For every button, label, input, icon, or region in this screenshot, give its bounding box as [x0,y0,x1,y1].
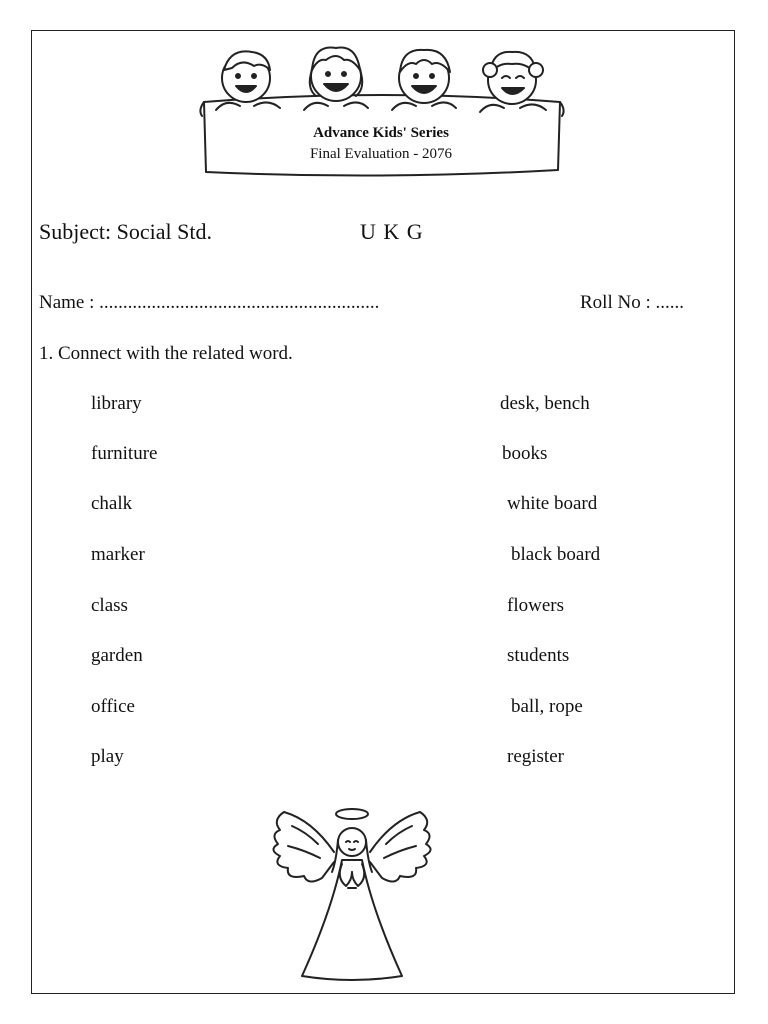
right-word: register [507,746,564,767]
exam-title: Final Evaluation - 2076 [309,146,453,162]
right-word: students [507,645,570,666]
left-word: chalk [91,493,133,514]
right-word: white board [507,493,598,514]
name-field: Name : ........................................................... [39,292,380,313]
left-word: garden [91,645,143,666]
right-word: black board [511,544,601,565]
angel-icon [262,800,442,985]
left-word: play [91,746,124,767]
left-word: office [91,696,135,717]
grade-label: U K G [360,219,424,244]
right-word: books [502,443,548,464]
left-word: furniture [91,443,158,464]
right-word: flowers [507,595,564,616]
right-word: desk, bench [500,393,590,414]
question-heading: 1. Connect with the related word. [39,343,293,364]
series-title: Advance Kids' Series [313,125,449,141]
left-word: class [91,595,128,616]
left-word: library [91,393,142,414]
subject-label: Subject: Social Std. [39,219,212,244]
right-word: ball, rope [511,696,583,717]
roll-number-field: Roll No : ...... [580,292,684,313]
left-word: marker [91,544,145,565]
